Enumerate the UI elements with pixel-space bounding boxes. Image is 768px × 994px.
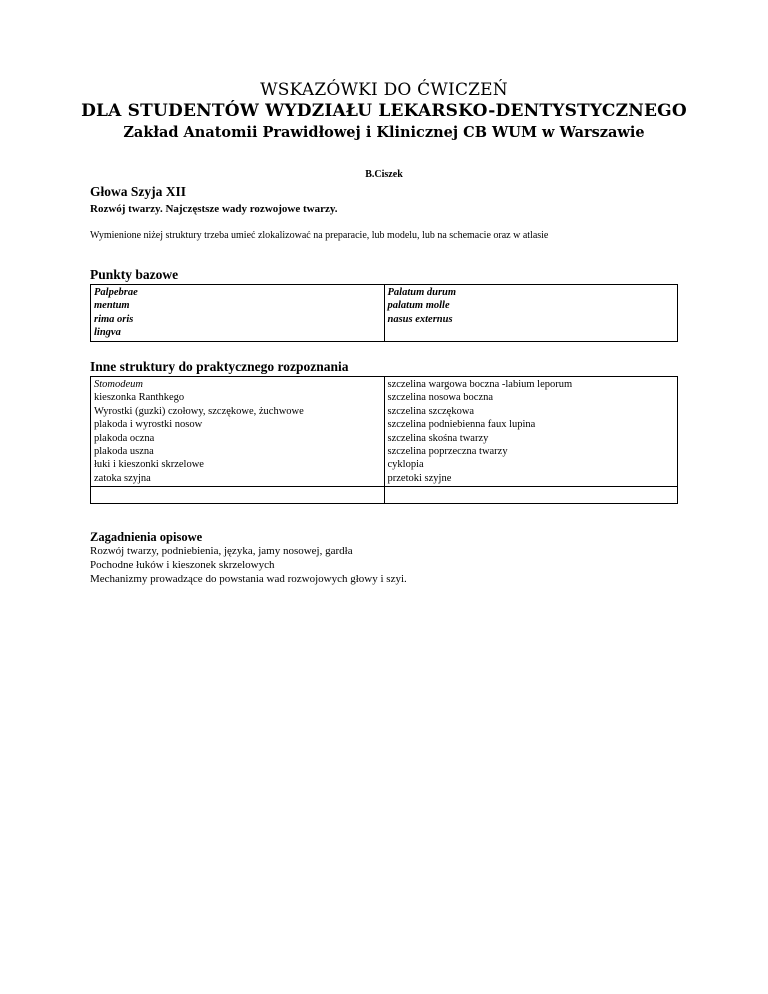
table-row-empty — [91, 487, 678, 504]
list-item: plakoda i wyrostki nosow — [94, 419, 203, 431]
table-row — [91, 377, 678, 487]
list-item: nasus externus — [387, 313, 453, 325]
list-item: Palatum durum — [387, 287, 457, 298]
list-item: zatoka szyjna — [94, 472, 151, 484]
list-item: kieszonka Ranthkego — [94, 392, 185, 404]
other-structures-table — [90, 376, 678, 504]
list-item: cyklopia — [387, 459, 424, 471]
list-item: plakoda oczna — [94, 432, 155, 444]
list-item: Mechanizmy prowadzące do powstania wad rozwojowych głowy i szyi. — [90, 573, 407, 585]
author: B.Ciszek — [365, 169, 403, 180]
list-item: rima oris — [94, 313, 134, 325]
topic-subtitle: Rozwój twarzy. Najczęstsze wady rozwojowe twarzy. — [90, 203, 338, 215]
document-title-line2: DLA STUDENTÓW WYDZIAŁU LEKARSKO-DENTYSTYCZNEGO — [81, 101, 687, 121]
list-item: Palpebrae — [94, 287, 138, 298]
descriptive-heading: Zagadnienia opisowe — [90, 530, 203, 544]
base-points-heading: Punkty bazowe — [90, 267, 179, 282]
list-item: palatum molle — [387, 300, 450, 312]
list-item: szczelina poprzeczna twarzy — [387, 446, 508, 458]
topic-title: Głowa Szyja XII — [90, 184, 187, 199]
department-name: Zakład Anatomii Prawidłowej i Klinicznej CB WUM w Warszawie — [123, 124, 645, 141]
list-item: Wyrostki (guzki) czołowy, szczękowe, żuchwowe — [94, 405, 304, 417]
list-item: Rozwój twarzy, podniebienia, języka, jamy nosowej, gardła — [90, 545, 353, 557]
list-item: szczelina nosowa boczna — [387, 392, 494, 404]
list-item: Stomodeum — [94, 379, 143, 390]
base-points-left-cell — [91, 285, 385, 342]
list-item: łuki i kieszonki skrzelowe — [94, 459, 204, 471]
list-item: szczelina wargowa boczna -labium leporum — [387, 379, 573, 390]
list-item: szczelina podniebienna faux lupina — [387, 419, 536, 431]
empty-cell — [91, 487, 385, 504]
intro-text: Wymienione niżej struktury trzeba umieć zlokalizować na preparacie, lub modelu, lub na schemacie oraz w atlasie — [90, 230, 549, 241]
list-item: szczelina szczękowa — [387, 405, 475, 417]
document-title-line1: WSKAZÓWKI DO ĆWICZEŃ — [260, 80, 508, 100]
other-structures-right-cell — [384, 377, 678, 487]
empty-cell — [384, 487, 678, 504]
list-item: szczelina skośna twarzy — [387, 432, 489, 444]
list-item: lingva — [94, 327, 121, 339]
other-structures-left-cell — [91, 377, 385, 487]
list-item: plakoda uszna — [94, 446, 154, 458]
table-row — [91, 285, 678, 342]
list-item: mentum — [94, 300, 130, 312]
base-points-right-cell — [384, 285, 678, 342]
base-points-table — [90, 284, 678, 342]
descriptive-list — [90, 544, 407, 586]
list-item: Pochodne łuków i kieszonek skrzelowych — [90, 559, 275, 571]
list-item: przetoki szyjne — [387, 472, 452, 484]
other-structures-heading: Inne struktury do praktycznego rozpoznania — [90, 359, 349, 374]
